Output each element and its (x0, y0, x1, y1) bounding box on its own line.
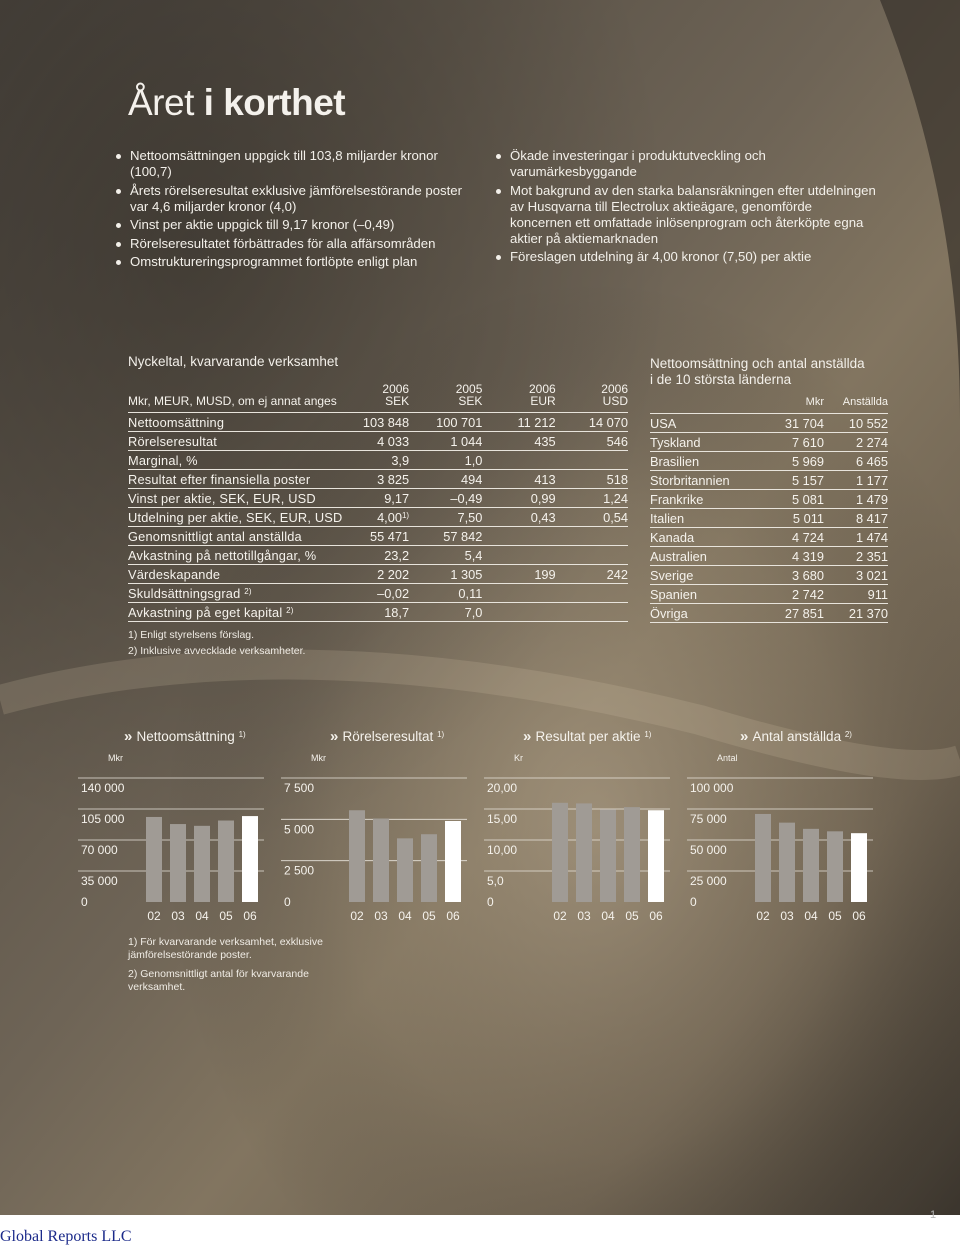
table-cell: 57 842 (409, 527, 482, 546)
countries-title: Nettoomsättning och antal anställda i de 10 största länderna (650, 356, 865, 387)
x-tick-label: 06 (243, 909, 257, 923)
table-row (128, 470, 628, 489)
x-tick-label: 03 (374, 909, 388, 923)
table-cell: 1,24 (556, 489, 628, 508)
table-cell: 14 070 (556, 413, 628, 432)
table-cell: 4 319 (760, 547, 824, 566)
table-cell: Australien (650, 547, 760, 566)
bar (624, 807, 640, 902)
y-tick-label: 140 000 (81, 781, 125, 795)
x-tick-label: 04 (601, 909, 615, 923)
row-label: Genomsnittligt antal anställda (128, 527, 359, 546)
col-header-mkr: Mkr (805, 396, 824, 408)
bar-chart (687, 748, 877, 928)
table-cell: 5 157 (760, 471, 824, 490)
table-cell: 10 552 (824, 414, 888, 433)
table-row (128, 546, 628, 565)
table-row (128, 527, 628, 546)
x-tick-label: 03 (780, 909, 794, 923)
table-cell: Brasilien (650, 452, 760, 471)
table-row (650, 547, 888, 566)
x-tick-label: 02 (350, 909, 364, 923)
table-cell: Kanada (650, 528, 760, 547)
y-tick-label: 0 (284, 895, 291, 909)
page-title (128, 82, 345, 124)
bar-chart (484, 748, 674, 928)
key-figures-footnote: 2) Inklusive avvecklade verksamheter. (128, 645, 306, 657)
table-row (128, 489, 628, 508)
x-tick-label: 06 (649, 909, 663, 923)
bar (600, 810, 616, 902)
table-cell: 7,0 (409, 603, 482, 622)
title-light: Året (128, 82, 194, 123)
table-cell: 23,2 (359, 546, 409, 565)
y-tick-label: 15,00 (487, 812, 518, 826)
chevron-icon: » (523, 728, 536, 745)
y-tick-label: 0 (487, 895, 494, 909)
bar (397, 838, 413, 902)
bar (242, 816, 258, 902)
table-cell: 100 701 (409, 413, 482, 432)
bullet-item: Rörelseresultatet förbättrades för alla affärsområden (116, 236, 476, 252)
bar-chart (78, 748, 268, 928)
row-label: Rörelseresultat (128, 432, 359, 451)
table-cell: 0,99 (482, 489, 555, 508)
x-tick-label: 02 (756, 909, 770, 923)
y-tick-label: 7 500 (284, 781, 315, 795)
table-row (650, 433, 888, 452)
table-row (650, 585, 888, 604)
table-cell: 1 474 (824, 528, 888, 547)
table-cell (482, 584, 555, 603)
table-cell: 4 033 (359, 432, 409, 451)
table-cell: Frankrike (650, 490, 760, 509)
col-header: 2006 SEK (382, 382, 410, 408)
col-header: 2006 EUR (528, 382, 556, 408)
chevron-icon: » (330, 728, 343, 745)
bar (349, 810, 365, 902)
key-figures-title: Nyckeltal, kvarvarande verksamhet (128, 354, 339, 369)
footnote-mark: 2) (286, 605, 294, 615)
row-label: Vinst per aktie, SEK, EUR, USD (128, 489, 359, 508)
table-cell: 11 212 (482, 413, 555, 432)
table-cell: 8 417 (824, 509, 888, 528)
row-label: Utdelning per aktie, SEK, EUR, USD (128, 508, 359, 527)
table-cell: 518 (556, 470, 628, 489)
x-tick-label: 02 (147, 909, 161, 923)
table-row (128, 508, 628, 527)
y-tick-label: 0 (81, 895, 88, 909)
table-row (128, 432, 628, 451)
col-header: 2006 USD (601, 382, 628, 408)
x-tick-label: 06 (852, 909, 866, 923)
x-tick-label: 03 (171, 909, 185, 923)
x-tick-label: 02 (553, 909, 567, 923)
table-cell: 21 370 (824, 604, 888, 623)
chart-footnote: 2) Genomsnittligt antal för kvarvarande verksamhet. (128, 968, 309, 993)
bar (552, 803, 568, 902)
bar (194, 826, 210, 902)
y-axis-label: Kr (514, 753, 523, 763)
y-tick-label: 70 000 (81, 843, 118, 857)
table-cell (556, 546, 628, 565)
table-cell: 3,9 (359, 451, 409, 470)
table-cell (482, 527, 555, 546)
chevron-icon: » (124, 728, 137, 745)
table-cell: 0,43 (482, 508, 555, 527)
row-label: Nettoomsättning (128, 413, 359, 432)
x-tick-label: 05 (828, 909, 842, 923)
bar-chart (281, 748, 471, 928)
bar (851, 833, 867, 902)
y-tick-label: 0 (690, 895, 697, 909)
table-cell (556, 584, 628, 603)
table-cell (556, 603, 628, 622)
x-tick-label: 05 (422, 909, 436, 923)
bar (421, 834, 437, 902)
bar (827, 831, 843, 902)
table-cell: 242 (556, 565, 628, 584)
table-cell: 9,17 (359, 489, 409, 508)
chevron-icon: » (740, 728, 753, 745)
chart-title: » Resultat per aktie $^{1)}$ (523, 728, 652, 745)
table-row (650, 528, 888, 547)
bar (803, 829, 819, 902)
col-header-employees: Anställda (842, 396, 888, 408)
footnote-mark: 2) (244, 586, 252, 596)
table-cell (482, 603, 555, 622)
table-row (128, 565, 628, 584)
x-tick-label: 04 (398, 909, 412, 923)
table-cell (482, 546, 555, 565)
x-tick-label: 05 (625, 909, 639, 923)
y-tick-label: 10,00 (487, 843, 518, 857)
footnote-mark: 1) (401, 510, 410, 520)
chart-title: » Nettoomsättning $^{1)}$ (124, 728, 246, 745)
table-cell: 55 471 (359, 527, 409, 546)
col-header: 2005 SEK (455, 382, 483, 408)
bar (146, 817, 162, 902)
bar (779, 823, 795, 902)
table-cell: 7,50 (409, 508, 482, 527)
table-cell: 3 825 (359, 470, 409, 489)
table-row (128, 451, 628, 470)
chart-footnote: 1) För kvarvarande verksamhet, exklusive jämförelsestörande poster. (128, 936, 323, 961)
table-cell: 5 011 (760, 509, 824, 528)
bar (576, 803, 592, 902)
y-tick-label: 25 000 (690, 874, 727, 888)
y-tick-label: 35 000 (81, 874, 118, 888)
bullet-item: Mot bakgrund av den starka balansräkningen efter utdelningen av Husqvarna till Electrolux aktieägare, genomförde koncernen ett omfattade inlösenprogram och återköpte egna aktier på aktiemarknaden (496, 183, 876, 247)
bar (170, 824, 186, 902)
x-tick-label: 06 (446, 909, 460, 923)
bullet-item: Föreslagen utdelning är 4,00 kronor (7,50) per aktie (496, 249, 876, 265)
table-cell: 7 610 (760, 433, 824, 452)
y-axis-label: Antal (717, 753, 738, 763)
table-cell: 2 742 (760, 585, 824, 604)
table-cell: 911 (824, 585, 888, 604)
table-row (650, 509, 888, 528)
table-row (128, 603, 628, 622)
table-cell: 31 704 (760, 414, 824, 433)
y-tick-label: 75 000 (690, 812, 727, 826)
highlights-left (116, 148, 476, 273)
table-cell: 18,7 (359, 603, 409, 622)
table-cell: 4,00$^{1)}$ (359, 508, 409, 527)
table-cell: 435 (482, 432, 555, 451)
y-axis-label: Mkr (108, 753, 123, 763)
table-cell: 1 479 (824, 490, 888, 509)
table-cell: 5 081 (760, 490, 824, 509)
y-tick-label: 105 000 (81, 812, 125, 826)
brand-label: Global Reports LLC (0, 1228, 132, 1245)
bullet-item: Årets rörelseresultat exklusive jämförelsestörande poster var 4,6 miljarder kronor (4,0) (116, 183, 476, 215)
table-cell: –0,49 (409, 489, 482, 508)
table-cell: 3 021 (824, 566, 888, 585)
table-cell: USA (650, 414, 760, 433)
table-cell: 103 848 (359, 413, 409, 432)
x-tick-label: 04 (804, 909, 818, 923)
table-cell: 199 (482, 565, 555, 584)
table-cell: Övriga (650, 604, 760, 623)
row-label: Värdeskapande (128, 565, 359, 584)
y-tick-label: 100 000 (690, 781, 734, 795)
y-axis-label: Mkr (311, 753, 326, 763)
bullet-item: Vinst per aktie uppgick till 9,17 kronor (–0,49) (116, 217, 476, 233)
x-tick-label: 04 (195, 909, 209, 923)
y-tick-label: 20,00 (487, 781, 518, 795)
bullet-item: Nettoomsättningen uppgick till 103,8 miljarder kronor (100,7) (116, 148, 476, 180)
table-cell: 27 851 (760, 604, 824, 623)
row-label: Marginal, % (128, 451, 359, 470)
bullet-item: Ökade investeringar i produktutveckling och varumärkesbyggande (496, 148, 876, 180)
table-row (650, 566, 888, 585)
table-cell: 546 (556, 432, 628, 451)
bar (373, 819, 389, 902)
y-tick-label: 2 500 (284, 863, 315, 878)
y-tick-label: 50 000 (690, 843, 727, 857)
table-cell: –0,02 (359, 584, 409, 603)
chart-title: » Antal anställda $^{2)}$ (740, 728, 852, 745)
x-tick-label: 05 (219, 909, 233, 923)
table-cell: 4 724 (760, 528, 824, 547)
row-label: Resultat efter finansiella poster (128, 470, 359, 489)
table-cell: 494 (409, 470, 482, 489)
table-cell: 1 044 (409, 432, 482, 451)
table-cell: 1 177 (824, 471, 888, 490)
table-row (650, 414, 888, 433)
table-row (650, 490, 888, 509)
row-label: Skuldsättningsgrad $^{2)}$ (128, 584, 359, 603)
key-figures-footnote: 1) Enligt styrelsens förslag. (128, 629, 255, 641)
table-cell: 5,4 (409, 546, 482, 565)
table-cell: 2 351 (824, 547, 888, 566)
table-cell: Sverige (650, 566, 760, 585)
unit-label: Mkr, MEUR, MUSD, om ej annat anges (128, 394, 337, 408)
bar (218, 821, 234, 902)
table-cell: 5 969 (760, 452, 824, 471)
table-row (650, 452, 888, 471)
table-cell: Spanien (650, 585, 760, 604)
page-number: 1 (930, 1209, 937, 1221)
bar (648, 810, 664, 902)
table-cell: 3 680 (760, 566, 824, 585)
table-cell: 1 305 (409, 565, 482, 584)
row-label: Avkastning på eget kapital $^{2)}$ (128, 603, 359, 622)
table-cell: Italien (650, 509, 760, 528)
y-tick-label: 5 000 (284, 822, 315, 837)
countries-table (650, 396, 888, 623)
bullet-item: Omstruktureringsprogrammet fortlöpte enligt plan (116, 254, 476, 270)
x-tick-label: 03 (577, 909, 591, 923)
title-bold: i korthet (203, 82, 346, 123)
table-cell: 0,54 (556, 508, 628, 527)
table-row (128, 584, 628, 603)
bar (445, 821, 461, 902)
table-cell (556, 451, 628, 470)
table-cell (482, 451, 555, 470)
table-cell: 2 274 (824, 433, 888, 452)
table-row (650, 471, 888, 490)
table-cell: 6 465 (824, 452, 888, 471)
table-cell: 2 202 (359, 565, 409, 584)
key-figures-table (128, 383, 628, 622)
table-cell: 0,11 (409, 584, 482, 603)
table-row (650, 604, 888, 623)
table-row (128, 413, 628, 432)
table-cell: Storbritannien (650, 471, 760, 490)
chart-title: » Rörelseresultat $^{1)}$ (330, 728, 445, 745)
row-label: Avkastning på nettotillgångar, % (128, 546, 359, 565)
highlights-right (496, 148, 876, 268)
table-cell: 413 (482, 470, 555, 489)
table-cell (556, 527, 628, 546)
table-cell: Tyskland (650, 433, 760, 452)
y-tick-label: 5,0 (487, 874, 504, 888)
table-cell: 1,0 (409, 451, 482, 470)
bar (755, 814, 771, 902)
